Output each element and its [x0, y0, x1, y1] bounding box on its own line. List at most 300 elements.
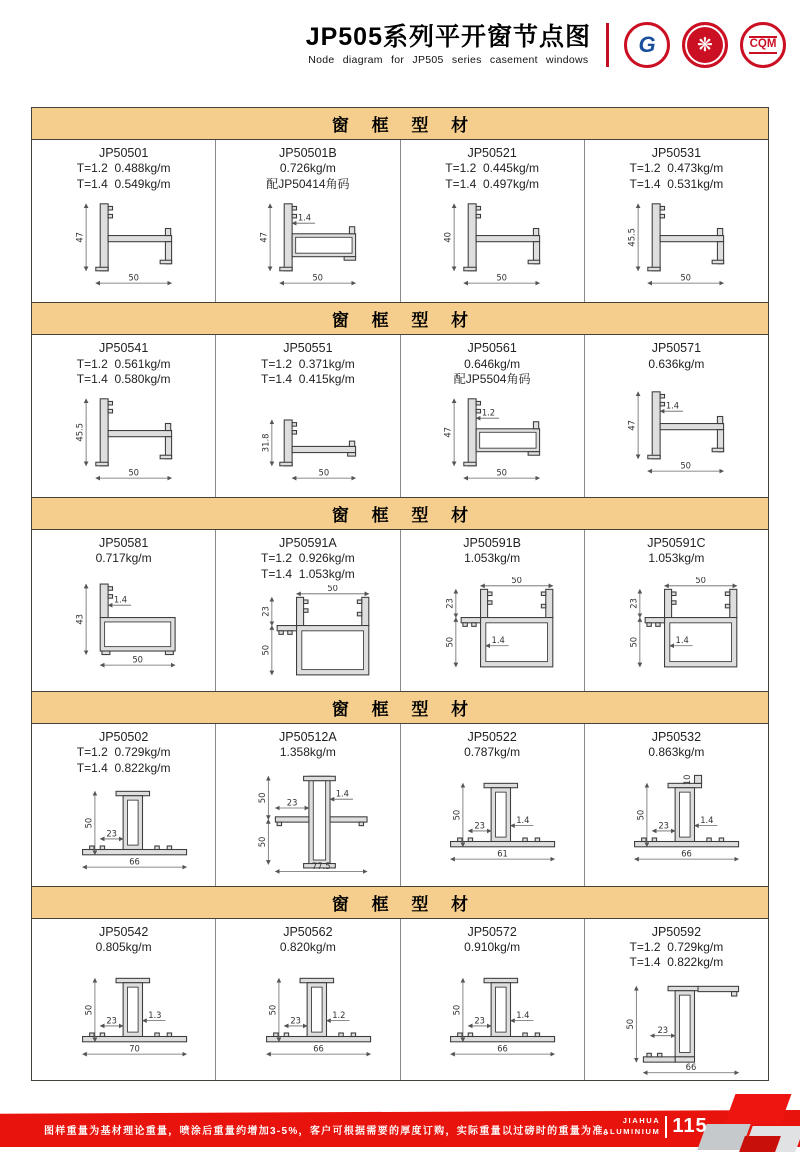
dimension-label: 47 [258, 232, 269, 244]
footer-brand [603, 1115, 708, 1138]
profile-weight: T=1.4 0.497kg/m [445, 176, 539, 191]
footer-deco-parallelogram [725, 1094, 792, 1124]
profile-wall [292, 447, 355, 453]
profile-weights [648, 745, 704, 761]
dimension-label: 77.5 [311, 861, 331, 872]
profile-weight: T=1.2 0.488kg/m [76, 161, 171, 176]
profile-wall [642, 838, 646, 842]
dimension-label: 50 [680, 272, 692, 283]
profile-weights [96, 551, 152, 567]
profile-weight: 0.863kg/m [648, 745, 705, 760]
profile-code: JP50562 [283, 924, 333, 939]
profile-wall [292, 431, 296, 435]
section-header-label: 窗 框 型 材 [331, 116, 478, 135]
profile-weights [630, 940, 724, 971]
profile-wall [167, 1033, 171, 1037]
dimension-label: 1.2 [332, 1009, 346, 1020]
profile-wall [277, 822, 281, 826]
profile-cell [32, 530, 216, 691]
profile-cross-section-drawing [233, 195, 383, 299]
profile-drawing [401, 761, 584, 886]
profile-wall [541, 592, 545, 596]
profile-weight: 0.636kg/m [648, 356, 705, 371]
profile-code: JP50551 [283, 341, 333, 356]
profile-wall [280, 463, 292, 467]
dimension-label: 50 [260, 644, 271, 656]
profile-wall [661, 207, 665, 211]
dimension-label: 50 [451, 810, 462, 821]
profile-section [32, 497, 768, 691]
page-subtitle: Node diagram for JP505 series casement windows [308, 53, 589, 66]
title-block [306, 24, 591, 66]
profile-drawing [32, 567, 215, 692]
profile-cavity [680, 995, 691, 1052]
profile-wall [160, 456, 171, 460]
section-header-label: 窗 框 型 材 [331, 505, 478, 525]
profile-wall [523, 1033, 527, 1037]
profile-weights [648, 357, 704, 373]
profile-weight: T=1.2 0.561kg/m [76, 356, 171, 371]
profile-wall [108, 410, 112, 414]
dimension-label: 1.4 [335, 788, 349, 799]
dimension-label: 40 [442, 232, 453, 244]
dimension-label: 47 [442, 427, 453, 438]
profile-wall [661, 402, 665, 406]
profile-cross-section-drawing [417, 577, 567, 681]
profile-wall [661, 394, 665, 398]
profile-code: JP50531 [651, 146, 702, 160]
profile-section [32, 886, 768, 1080]
brand-words [603, 1116, 660, 1136]
profile-wall [296, 597, 303, 625]
profile-wall [108, 207, 112, 211]
profile-weight: T=1.4 0.531kg/m [629, 176, 724, 191]
section-row [32, 919, 768, 1080]
profile-wall [653, 204, 661, 271]
profile-wall [458, 838, 462, 842]
profile-cell [401, 530, 585, 691]
profile-wall [102, 651, 110, 655]
dimension-label: 50 [256, 792, 267, 804]
profile-wall [116, 978, 149, 982]
profile-weight: T=1.2 0.926kg/m [261, 551, 355, 566]
brand-subname: ALUMINIUM [603, 1126, 661, 1136]
dimension-label: 10 [682, 774, 693, 786]
profile-wall [82, 1036, 186, 1041]
profile-weights [266, 161, 349, 192]
dimension-label: 1.4 [516, 1009, 530, 1020]
profile-wall [288, 631, 292, 635]
footer-note: 图样重量为基材理论重量，喷涂后重量约增加3-5%，客户可根据需要的厚度订购，实际重量以过磅时的重量为准。 [44, 1126, 615, 1137]
profile-wall [661, 236, 724, 242]
dimension-label: 50 [680, 460, 692, 471]
profile-cavity [127, 987, 138, 1032]
dimension-label: 43 [74, 613, 85, 625]
profile-cell [401, 335, 585, 496]
profile-cross-section-drawing [49, 779, 199, 883]
profile-section [32, 302, 768, 496]
profile-cross-section-drawing [601, 383, 751, 487]
dimension-label: 50 [625, 1018, 636, 1030]
profile-wall [292, 215, 296, 219]
profile-weight: 0.717kg/m [95, 551, 152, 566]
profile-cross-section-drawing [233, 585, 383, 689]
dimension-label: 47 [626, 419, 637, 431]
profile-weights [280, 745, 336, 761]
profile-wall [284, 420, 292, 466]
section-row [32, 724, 768, 885]
profile-wall [635, 842, 739, 847]
profile-drawing [401, 388, 584, 497]
profile-weights [280, 940, 336, 956]
profile-wall [82, 850, 186, 855]
dimension-label: 50 [131, 654, 143, 665]
profile-code: JP50581 [98, 535, 149, 550]
page-header [0, 22, 786, 68]
profile-cross-section-drawing [601, 195, 751, 299]
dimension-label: 50 [451, 1004, 462, 1016]
brand-name: JIAHUA [622, 1116, 661, 1126]
profile-wall [476, 236, 539, 242]
dimension-label: 50 [496, 272, 508, 283]
profile-wall [463, 623, 467, 627]
profile-code: JP50591A [279, 535, 337, 550]
profile-wall [481, 589, 488, 617]
profile-cell [216, 919, 400, 1080]
section-row [32, 140, 768, 302]
profile-wall [348, 453, 356, 457]
profile-wall [653, 838, 657, 842]
profile-wall [647, 623, 651, 627]
dimension-label: 50 [511, 576, 523, 586]
profile-wall [648, 455, 660, 459]
profile-wall [359, 822, 363, 826]
profile-wall [351, 1033, 355, 1037]
profile-wall [713, 261, 724, 265]
profile-code: JP50561 [467, 341, 517, 356]
profile-weights [77, 357, 171, 388]
dimension-label: 1.3 [147, 1009, 162, 1020]
dimension-label: 23 [657, 1024, 669, 1035]
profile-wall [656, 623, 660, 627]
dimension-label: 23 [474, 1015, 486, 1026]
profile-wall [303, 777, 335, 781]
profile-wall [165, 424, 170, 431]
profile-wall [534, 229, 539, 236]
profile-wall [100, 399, 108, 466]
profile-cell [32, 724, 216, 885]
profile-wall [303, 600, 307, 604]
profile-weights [464, 940, 520, 956]
section-header-label: 窗 框 型 材 [331, 894, 478, 914]
profile-code: JP50541 [98, 341, 149, 356]
profile-weight: T=1.4 0.549kg/m [76, 176, 171, 191]
profile-wall [653, 391, 661, 458]
profile-cell [401, 140, 585, 302]
profile-weight: T=1.4 0.822kg/m [629, 955, 724, 970]
profile-wall [284, 1033, 288, 1037]
profile-weight: 配JP5504角码 [453, 372, 531, 387]
profile-wall [647, 1053, 651, 1057]
profile-wall [275, 817, 308, 822]
dimension-label: 23 [105, 1015, 117, 1026]
dimension-label: 50 [444, 636, 455, 648]
page-title: JP505系列平开窗节点图 [305, 23, 591, 52]
profile-code: JP50512A [279, 730, 337, 745]
profile-wall [464, 463, 476, 467]
profile-wall [661, 423, 724, 429]
section-header [32, 497, 768, 530]
dimension-label: 70 [128, 1043, 140, 1054]
profile-weight: T=1.2 0.729kg/m [76, 745, 171, 760]
profile-cell [401, 919, 585, 1080]
profile-wall [464, 268, 476, 272]
profile-cavity [127, 800, 138, 845]
profile-code: JP50521 [467, 146, 517, 160]
dimension-label: 1.4 [491, 635, 505, 646]
profile-code: JP50501B [279, 146, 337, 160]
profile-weight: T=1.2 0.729kg/m [629, 939, 724, 954]
dimension-label: 50 [83, 1004, 94, 1016]
profile-weight: 0.787kg/m [464, 745, 521, 760]
profile-cell [32, 335, 216, 496]
profile-code: JP50571 [651, 341, 702, 356]
profile-section [32, 108, 768, 302]
profile-wall [646, 617, 665, 622]
profile-code: JP50542 [98, 924, 149, 939]
profile-cell [216, 724, 400, 885]
profile-table [31, 107, 769, 1081]
profile-weights [77, 161, 171, 192]
dimension-label: 66 [686, 1061, 697, 1072]
dimension-label: 45.5 [626, 228, 637, 248]
profile-wall [461, 617, 480, 622]
profile-weight: T=1.2 0.371kg/m [261, 356, 355, 371]
profile-wall [357, 612, 361, 616]
profile-cell [585, 335, 768, 496]
profile-drawing [585, 192, 768, 302]
profile-drawing [216, 955, 399, 1080]
profile-drawing [585, 971, 768, 1080]
profile-wall [458, 1033, 462, 1037]
profile-cross-section-drawing [233, 390, 383, 494]
profile-wall [713, 448, 724, 452]
profile-drawing [216, 761, 399, 886]
profile-cross-section-drawing [49, 577, 199, 681]
profile-cross-section-drawing [601, 771, 751, 875]
profile-wall [528, 261, 539, 265]
dimension-label: 50 [327, 584, 338, 593]
profile-wall [546, 589, 553, 617]
profile-wall [100, 846, 104, 850]
dimension-label: 66 [128, 856, 140, 867]
profile-wall [718, 229, 723, 236]
profile-weights [261, 551, 355, 582]
gb-certification-icon [624, 22, 670, 68]
page-number: 115 [672, 1115, 708, 1137]
profile-wall [154, 1033, 158, 1037]
section-header [32, 886, 768, 919]
profile-wall [484, 784, 517, 788]
profile-drawing [401, 955, 584, 1080]
profile-wall [476, 207, 480, 211]
profile-wall [468, 399, 476, 466]
profile-code: JP50502 [98, 730, 149, 745]
profile-wall [303, 609, 307, 613]
profile-wall [476, 410, 480, 414]
profile-wall [100, 584, 108, 617]
profile-wall [528, 452, 539, 456]
profile-wall [541, 604, 545, 608]
dimension-label: 23 [260, 605, 271, 617]
dimension-label: 66 [681, 848, 693, 859]
profile-cross-section-drawing [49, 966, 199, 1070]
profile-wall [279, 631, 283, 635]
profile-weight: T=1.2 0.473kg/m [629, 161, 724, 176]
section-header [32, 302, 768, 335]
dimension-label: 1.4 [700, 815, 714, 826]
profile-weight: T=1.4 0.580kg/m [76, 372, 171, 387]
profile-wall [300, 978, 333, 982]
profile-cross-section-drawing [233, 771, 383, 875]
profile-drawing [585, 567, 768, 692]
profile-weight: 0.646kg/m [464, 356, 521, 371]
profile-wall [730, 589, 737, 617]
profile-weights [630, 161, 724, 192]
dimension-label: 31.8 [260, 433, 271, 453]
profile-cavity [680, 792, 691, 837]
profile-wall [648, 268, 660, 272]
profile-wall [108, 236, 171, 242]
dimension-label: 50 [312, 272, 323, 283]
dimension-label: 1.2 [481, 407, 496, 418]
profile-wall [476, 402, 480, 406]
profile-drawing [216, 388, 399, 497]
profile-wall [349, 441, 354, 446]
dimension-label: 50 [256, 836, 267, 848]
profile-wall [154, 846, 158, 850]
profile-wall [726, 604, 730, 608]
dimension-label: 1.4 [297, 212, 311, 223]
profile-weight: 0.805kg/m [95, 939, 152, 954]
profile-wall [468, 204, 476, 271]
dimension-label: 66 [313, 1043, 324, 1054]
profile-wall [665, 589, 672, 617]
badge-glyph: ❋ [697, 34, 713, 56]
profile-wall [292, 207, 296, 211]
profile-wall [488, 601, 492, 605]
profile-wall [108, 402, 112, 406]
profile-weight: T=1.2 0.445kg/m [445, 161, 539, 176]
profile-weight: T=1.4 0.822kg/m [76, 761, 171, 776]
profile-cell [585, 530, 768, 691]
profile-wall [349, 227, 354, 234]
profile-wall [108, 215, 112, 219]
profile-weights [464, 745, 520, 761]
dimension-label: 50 [628, 636, 639, 648]
logo-row [624, 22, 786, 68]
profile-wall [280, 268, 292, 272]
profile-weight: T=1.4 1.053kg/m [261, 566, 355, 581]
profile-weight: 0.910kg/m [464, 939, 521, 954]
profile-cross-section-drawing [417, 390, 567, 494]
profile-wall [726, 592, 730, 596]
profile-wall [720, 838, 724, 842]
profile-weights [445, 161, 539, 192]
profile-code: JP50572 [467, 924, 517, 939]
profile-cavity [496, 987, 507, 1032]
profile-wall [266, 1036, 370, 1041]
brand-divider [665, 1116, 667, 1138]
profile-cavity [496, 792, 507, 837]
dimension-label: 50 [127, 272, 139, 283]
profile-cell [32, 140, 216, 302]
dimension-label: 66 [497, 1043, 509, 1054]
profile-weights [464, 551, 520, 567]
profile-wall [160, 261, 171, 265]
dimension-label: 1.4 [666, 400, 680, 411]
profile-drawing [585, 372, 768, 497]
profile-wall [274, 1033, 278, 1037]
profile-drawing [32, 777, 215, 886]
profile-wall [468, 1033, 472, 1037]
dimension-label: 23 [105, 828, 117, 839]
profile-weight: 0.726kg/m [279, 161, 336, 176]
profile-code: JP50501 [98, 146, 149, 160]
profile-wall [668, 986, 698, 990]
profile-wall [468, 838, 472, 842]
cqm-certification-icon [740, 22, 786, 68]
dimension-label: 61 [497, 848, 509, 859]
dimension-label: 1.4 [516, 815, 530, 826]
profile-cell [32, 919, 216, 1080]
profile-cell [216, 530, 400, 691]
profile-weights [261, 357, 355, 388]
profile-weight: T=1.4 0.415kg/m [261, 372, 355, 387]
profile-weights [96, 940, 152, 956]
profile-wall [484, 978, 517, 982]
profile-cavity [296, 238, 352, 254]
profile-weight: 配JP50414角码 [266, 176, 350, 191]
profile-wall [658, 1053, 662, 1057]
section-row [32, 335, 768, 496]
profile-weights [454, 357, 531, 388]
cqm-logo-text: CQM [749, 36, 778, 54]
profile-wall [451, 1036, 555, 1041]
profile-wall [534, 422, 539, 429]
profile-wall [277, 625, 296, 630]
dimension-label: 23 [286, 797, 298, 808]
profile-code: JP50591B [463, 535, 521, 550]
profile-wall [476, 215, 480, 219]
profile-drawing [401, 567, 584, 692]
profile-weight: 1.053kg/m [464, 551, 521, 566]
profile-wall [165, 229, 170, 236]
profile-wall [330, 817, 367, 822]
profile-cross-section-drawing [601, 577, 751, 681]
profile-cross-section-drawing [233, 966, 383, 1070]
profile-cross-section-drawing [417, 966, 567, 1070]
profile-wall [100, 204, 108, 271]
profile-cavity [480, 433, 536, 449]
profile-cell [585, 919, 768, 1080]
profile-wall [108, 595, 112, 599]
profile-wall [108, 431, 171, 437]
profile-wall [535, 1033, 539, 1037]
profile-weights [648, 551, 704, 567]
profile-cross-section-drawing [601, 974, 751, 1078]
dimension-label: 50 [496, 467, 508, 478]
